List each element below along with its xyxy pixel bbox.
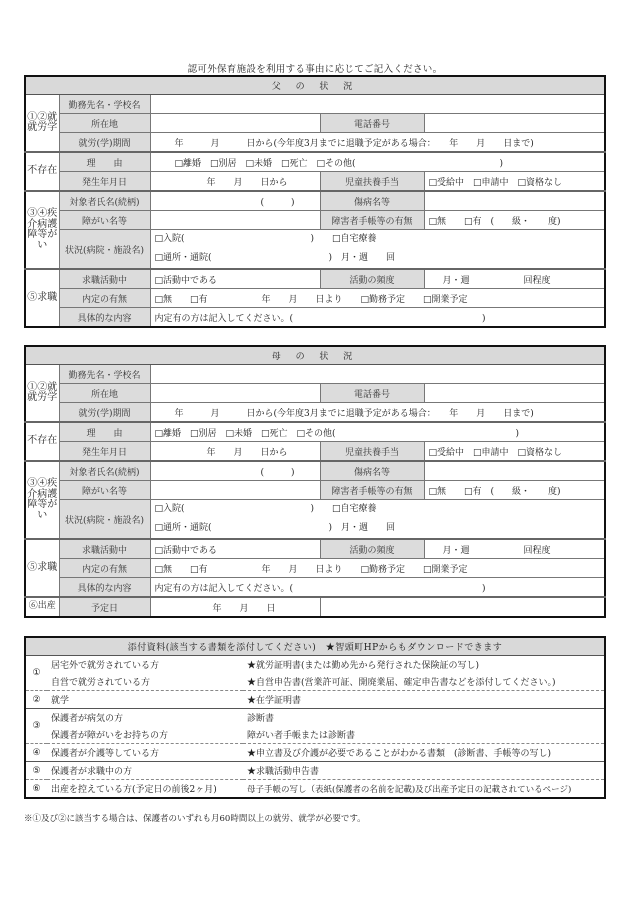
attachment-doc: ★在学証明書	[243, 691, 605, 709]
mother-absence-group-label: 不存在	[25, 422, 59, 461]
mother-disability-label: 障がい名等	[59, 481, 150, 500]
mother-address-label: 所在地	[59, 384, 150, 403]
father-allowance-label: 児童扶養手当	[320, 172, 424, 192]
mother-status-line1[interactable]: □入院( ) □自宅療養	[154, 504, 377, 514]
mother-seeking-option[interactable]: □活動中である	[150, 539, 320, 559]
mother-phone-field[interactable]	[424, 384, 605, 403]
mother-handbook-label: 障害者手帳等の有無	[320, 481, 424, 500]
mother-due-date-field[interactable]: 年 月 日	[150, 597, 320, 617]
father-handbook-options[interactable]: □無 □有 ( 級・ 度)	[424, 211, 605, 230]
mother-phone-label: 電話番号	[320, 384, 424, 403]
mother-employer-field[interactable]	[150, 365, 605, 384]
mother-due-date-label: 予定日	[59, 597, 150, 617]
mother-seeking-label: 求職活動中	[59, 539, 150, 559]
attachment-who: 就学	[47, 691, 243, 709]
father-section-title: 父 の 状 況	[25, 76, 605, 95]
attachment-who: 保護者が介護等している方	[47, 744, 243, 762]
mother-period-label: 就労(学)期間	[59, 403, 150, 423]
father-detail-label: 具体的な内容	[59, 308, 150, 328]
attachment-doc: ★求職活動申告書	[243, 762, 605, 780]
father-offer-label: 内定の有無	[59, 289, 150, 308]
mother-frequency-label: 活動の頻度	[320, 539, 424, 559]
mother-illness-field[interactable]	[424, 461, 605, 481]
mother-work-group-label: ①②就就労学	[25, 365, 59, 423]
father-disability-label: 障がい名等	[59, 211, 150, 230]
attachment-who: 保護者が病気の方	[47, 709, 243, 727]
mother-subject-label: 対象者氏名(続柄)	[59, 461, 150, 481]
attachment-doc: 障がい者手帳または診断書	[247, 731, 356, 741]
mother-due-date-extra[interactable]	[320, 597, 605, 617]
mother-job-group-label: ⑤求職	[25, 539, 59, 597]
father-seeking-label: 求職活動中	[59, 269, 150, 289]
mother-status-field[interactable]	[150, 500, 605, 540]
mother-handbook-options[interactable]: □無 □有 ( 級・ 度)	[424, 481, 605, 500]
mother-allowance-options[interactable]: □受給中 □申請中 □資格なし	[424, 442, 605, 462]
father-phone-label: 電話番号	[320, 114, 424, 133]
mother-offer-label: 内定の有無	[59, 559, 150, 578]
attachment-who: 自営で就労されている方	[51, 678, 151, 688]
form-instruction: 認可外保育施設を利用する事由に応じてご記入ください。	[187, 64, 443, 75]
attachment-num: ⑤	[25, 762, 47, 780]
mother-status-label: 状況(病院・施設名)	[59, 500, 150, 540]
father-address-field[interactable]	[150, 114, 320, 133]
mother-date-field[interactable]: 年 月 日から	[150, 442, 320, 462]
father-disability-field[interactable]	[150, 211, 320, 230]
attachment-who: 出産を控えている方(予定日の前後2ヶ月)	[47, 780, 243, 799]
attachment-doc: ★就労証明書(または勤め先から発行された保険証の写し)	[247, 661, 480, 671]
father-subject-label: 対象者氏名(続柄)	[59, 191, 150, 211]
father-seeking-option[interactable]: □活動中である	[150, 269, 320, 289]
attachment-who: 保護者が障がいをお持ちの方	[51, 731, 169, 741]
mother-reason-label: 理 由	[59, 422, 150, 442]
mother-section-title: 母 の 状 況	[25, 346, 605, 365]
mother-allowance-label: 児童扶養手当	[320, 442, 424, 462]
father-date-field[interactable]: 年 月 日から	[150, 172, 320, 192]
attachment-doc: 診断書	[243, 709, 605, 727]
attachment-doc: 母子手帳の写し（表紙(保護者の名前を記載)及び出産予定日の記載されているページ)	[243, 780, 605, 799]
father-status-line1[interactable]: □入院( ) □自宅療養	[154, 234, 377, 244]
father-absence-group-label: 不存在	[25, 152, 59, 191]
attachment-num: ①	[32, 668, 41, 678]
mother-reason-options[interactable]: □離婚 □別居 □未婚 □死亡 □その他( )	[150, 422, 605, 442]
mother-birth-group-label: ⑥出産	[25, 597, 59, 617]
father-handbook-label: 障害者手帳等の有無	[320, 211, 424, 230]
father-work-group-label: ①②就就労学	[25, 95, 59, 153]
father-job-group-label: ⑤求職	[25, 269, 59, 327]
father-status-label: 状況(病院・施設名)	[59, 230, 150, 270]
father-period-label: 就労(学)期間	[59, 133, 150, 153]
father-reason-options[interactable]: □離婚 □別居 □未婚 □死亡 □その他( )	[150, 152, 605, 172]
attachment-num: ②	[25, 691, 47, 709]
mother-employer-label: 勤務先名・学校名	[59, 365, 150, 384]
mother-date-label: 発生年月日	[59, 442, 150, 462]
father-allowance-options[interactable]: □受給中 □申請中 □資格なし	[424, 172, 605, 192]
father-status-table	[24, 75, 606, 328]
attachment-num: ③	[25, 709, 47, 744]
mother-address-field[interactable]	[150, 384, 320, 403]
attachments-title: 添付資料(該当する書類を添付してください) ★智頭町HPからもダウンロードできます	[25, 637, 605, 656]
mother-status-table	[24, 345, 606, 618]
attachment-doc: ★申立書及び介護が必要であることがわかる書類 (診断書、手帳等の写し)	[243, 744, 605, 762]
mother-detail-label: 具体的な内容	[59, 578, 150, 598]
father-frequency-label: 活動の頻度	[320, 269, 424, 289]
father-period-field[interactable]: 年 月 日から(今年度3月までに退職予定がある場合： 年 月 日まで)	[150, 133, 605, 153]
mother-frequency-field[interactable]: 月・週 回程度	[424, 539, 605, 559]
attachment-doc: ★自営申告書(営業許可証、開廃業届、確定申告書などを添付してください。)	[247, 678, 556, 688]
mother-disability-field[interactable]	[150, 481, 320, 500]
father-care-group-label: ③④疾介病護障等がい	[25, 191, 59, 269]
father-frequency-field[interactable]: 月・週 回程度	[424, 269, 605, 289]
father-status-field[interactable]	[150, 230, 605, 270]
father-employer-label: 勤務先名・学校名	[59, 95, 150, 114]
mother-detail-field[interactable]: 内定有の方は記入してください。( )	[150, 578, 605, 598]
attachment-num: ⑥	[25, 780, 47, 799]
father-illness-label: 傷病名等	[320, 191, 424, 211]
father-employer-field[interactable]	[150, 95, 605, 114]
father-status-line2[interactable]: □通所・通院( ) 月・週 回	[154, 253, 396, 263]
attachments-table	[24, 636, 606, 799]
mother-offer-options[interactable]: □無 □有 年 月 日より □勤務予定 □開業予定	[150, 559, 605, 578]
father-illness-field[interactable]	[424, 191, 605, 211]
father-offer-options[interactable]: □無 □有 年 月 日より □勤務予定 □開業予定	[150, 289, 605, 308]
father-reason-label: 理 由	[59, 152, 150, 172]
mother-status-line2[interactable]: □通所・通院( ) 月・週 回	[154, 523, 396, 533]
attachment-who: 居宅外で就労されている方	[51, 661, 160, 671]
father-subject-field[interactable]: ( )	[150, 191, 320, 211]
father-detail-field[interactable]: 内定有の方は記入してください。( )	[150, 308, 605, 328]
mother-subject-field[interactable]: ( )	[150, 461, 320, 481]
mother-care-group-label: ③④疾介病護障等がい	[25, 461, 59, 539]
father-phone-field[interactable]	[424, 114, 605, 133]
mother-illness-label: 傷病名等	[320, 461, 424, 481]
footnote: ※①及び②に該当する場合は、保護者のいずれも月60時間以上の就労、就学が必要です。	[24, 814, 366, 824]
father-address-label: 所在地	[59, 114, 150, 133]
father-date-label: 発生年月日	[59, 172, 150, 192]
mother-period-field[interactable]: 年 月 日から(今年度3月までに退職予定がある場合： 年 月 日まで)	[150, 403, 605, 423]
attachment-who: 保護者が求職中の方	[47, 762, 243, 780]
attachment-num: ④	[25, 744, 47, 762]
